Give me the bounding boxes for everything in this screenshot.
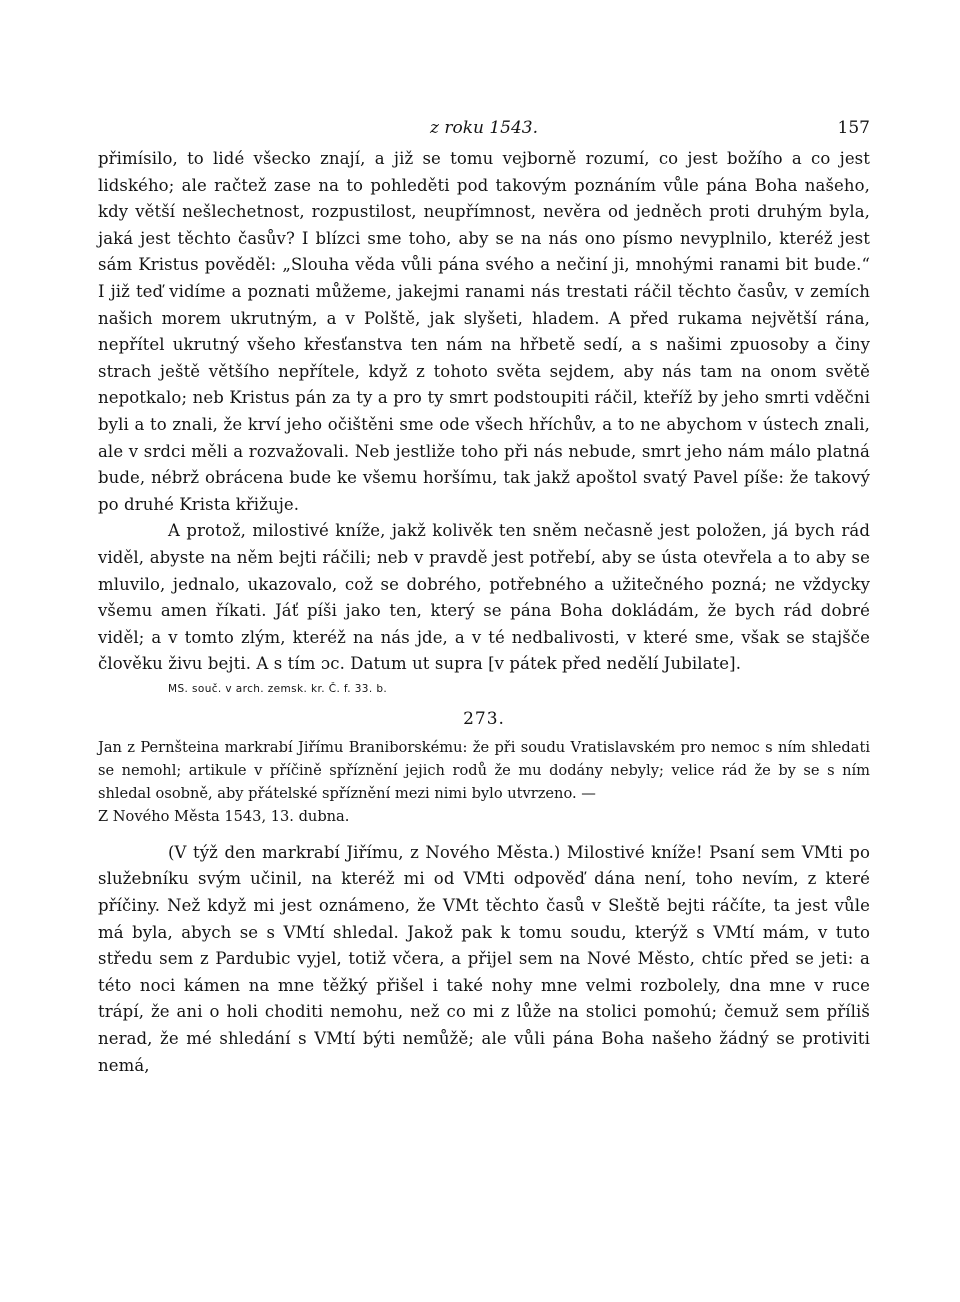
document-number: 273.: [463, 708, 505, 729]
letter-text: (V týž den markrabí Jiřímu, z Nového Města.) Milostivé kníže! Psaní sem VMti po služebníku svým učinil, na kteréž mi od VMti odpověď dána není, toho nevím, z které příčiny. Než když mi jest oznámeno, že VMt těchto časů v Sleště bejti ráčíte, ta jest vůle má byla, abych se s VMtí shledal. Jakož pak k tomu soudu, kterýž s VMtí mám, v tuto středu sem z Pardubic vyjel, totiž včera, a přijel sem na Nové Město, chtíc před se jeti: a této noci kámen na mne těžký přišel i také nohy mne velmi rozbolely, dna mne v ruce trápí, že ani o holi choditi nemohu, než co mi z lůže na stolici pomohú; čemuž sem příliš nerad, že mé shledání s VMtí býti nemůžě; ale vůli pána Boha našeho žádný se protiviti nemá,: [98, 842, 870, 1075]
regest-date-place: Z Nového Města 1543, 13. dubna.: [98, 807, 350, 825]
running-head: z roku 1543.: [429, 118, 539, 138]
source-note: MS. souč. v arch. zemsk. kr. Č. f. 33. b.: [168, 682, 388, 695]
document-page: [98, 112, 870, 1079]
body-paragraph-2: A protož, milostivé kníže, jakž kolivěk ten sněm nečasně jest položen, já bych rád viděl, abyste na něm bejti ráčili; neb v pravdě jest potřebí, aby se ústa otevřela a to aby se mluvilo, jednalo, ukazovalo, což se dobrého, potřebného a užitečného pozná; ne vždycky všemu amen říkati. Jáť píši jako ten, který se pána Boha dokládám, že bych rád dobré viděl; a v tomto zlým, kteréž na nás jde, a v té nedbalivosti, v které sme, však se stajšče člověku živu bejti. A s tím ɔc. Datum ut supra [v pátek před nedělí Jubilate].: [98, 521, 870, 674]
page-number: 157: [837, 118, 870, 138]
document-regest: [98, 736, 870, 828]
page-header: [98, 112, 870, 146]
regest-summary: Jan z Pernšteina markrabí Jiřímu Braniborskému: že při soudu Vratislavském pro nemoc s ním shledati se nemohl; artikule v příčině spříznění jejich rodů že mu dodány nebyly; velice rád že by se s ním shledal osobně, aby přátelské spříznění mezi nimi bylo utvrzeno. —: [98, 738, 870, 802]
body-paragraph-1: přimísilo, to lidé všecko znají, a již se tomu vejborně rozumí, co jest božího a co jest lidského; ale račtež zase na to pohleděti pod takovým poznáním vůle pána Boha našeho, kdy větší nešlechetnost, rozpustilost, neupřímnost, nevěra od jedněch proti druhým byla, jaká jest těchto časův? I blízci sme toho, aby se na nás ono písmo nevyplnilo, kteréž jest sám Kristus pověděl: „Slouha věda vůli pána svého a nečiní ji, mnohými ranami bit bude.“ I již teď vidíme a poznati můžeme, jakejmi ranami nás trestati ráčil těchto časův, v zemích našich morem ukrutným, a v Polště, jak slyšeti, hladem. A před rukama největší rána, nepřítel ukrutný všeho křesťanstva ten nám na hřbetě sedí, a s našimi zpuosoby a činy strach ještě většího nepřítele, když z tohoto světa sejdem, aby nás tam na onom světě nepotkalo; neb Kristus pán za ty a pro ty smrt podstoupiti ráčil, kteříž by jeho smrti vděčni byli a to znali, že krví jeho očištěni sme ode všech hříchův, a to ne abychom v ústech znali, ale v srdci měli a rozvažovali. Neb jestliže toho při nás nebude, smrt jeho nám málo platná bude, nébrž obrácena bude ke všemu horšímu, tak jakž apoštol svatý Pavel píše: že takový po druhé Krista křižuje.: [98, 149, 870, 514]
